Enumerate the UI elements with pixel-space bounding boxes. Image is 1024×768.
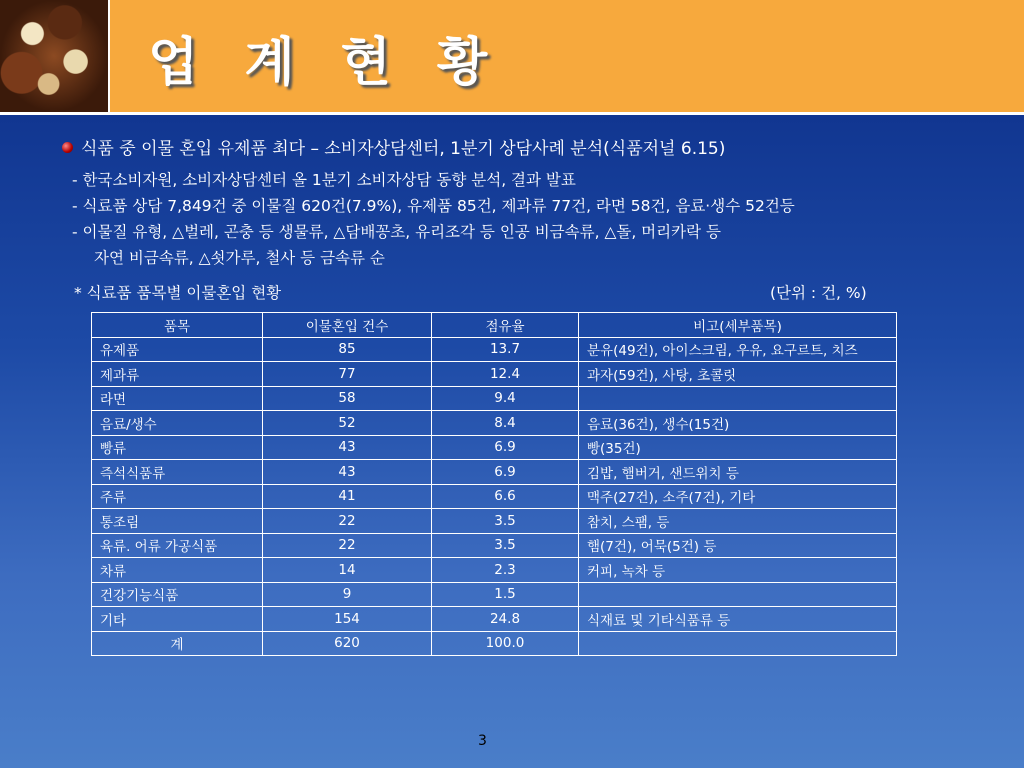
- table-cell: 6.9: [432, 435, 579, 460]
- unit-label: (단위 : 건, %): [770, 284, 867, 302]
- table-cell: 참치, 스팸, 등: [579, 509, 897, 534]
- table-cell: 8.4: [432, 411, 579, 436]
- header-cell: 비고(세부품목): [579, 313, 897, 338]
- table-cell: [579, 386, 897, 411]
- table-cell: 빵(35건): [579, 435, 897, 460]
- detail-line: - 한국소비자원, 소비자상담센터 올 1분기 소비자상담 동향 분석, 결과 발표: [72, 171, 576, 189]
- table-row: [92, 533, 897, 558]
- data-table: [91, 312, 897, 656]
- table-row: [92, 460, 897, 485]
- table-cell: [579, 582, 897, 607]
- table-cell: 58: [263, 386, 432, 411]
- table-row: [92, 386, 897, 411]
- table-cell: 77: [263, 362, 432, 387]
- table-cell: 커피, 녹차 등: [579, 558, 897, 583]
- table-cell: 22: [263, 509, 432, 534]
- header-cell: 점유율: [432, 313, 579, 338]
- table-cell: 24.8: [432, 607, 579, 632]
- table-row: [92, 337, 897, 362]
- table-cell: 9: [263, 582, 432, 607]
- table-cell: 1.5: [432, 582, 579, 607]
- table-cell: 주류: [92, 484, 263, 509]
- table-row: [92, 607, 897, 632]
- table-cell: 맥주(27건), 소주(7건), 기타: [579, 484, 897, 509]
- table-row: [92, 558, 897, 583]
- table-cell: 건강기능식품: [92, 582, 263, 607]
- table-cell: 12.4: [432, 362, 579, 387]
- table-cell: 음료/생수: [92, 411, 263, 436]
- table-total-row: [92, 631, 897, 656]
- table-cell: 22: [263, 533, 432, 558]
- detail-line: 자연 비금속류, △쇳가루, 철사 등 금속류 순: [94, 249, 385, 267]
- table-row: [92, 582, 897, 607]
- table-cell: 85: [263, 337, 432, 362]
- table-cell: 햄(7건), 어묵(5건) 등: [579, 533, 897, 558]
- table-row: [92, 435, 897, 460]
- headline: [62, 134, 725, 159]
- table-cell: 620: [263, 631, 432, 656]
- table-cell: 육류. 어류 가공식품: [92, 533, 263, 558]
- table-cell: 9.4: [432, 386, 579, 411]
- table-cell: 52: [263, 411, 432, 436]
- table-note: * 식료품 품목별 이물혼입 현황: [74, 284, 282, 302]
- table-cell: 43: [263, 460, 432, 485]
- table-cell: 유제품: [92, 337, 263, 362]
- table-cell: 13.7: [432, 337, 579, 362]
- table-cell: 3.5: [432, 533, 579, 558]
- table-cell: 154: [263, 607, 432, 632]
- table-cell: 100.0: [432, 631, 579, 656]
- table-row: [92, 509, 897, 534]
- table-row: [92, 362, 897, 387]
- table-row: [92, 411, 897, 436]
- table-cell: 음료(36건), 생수(15건): [579, 411, 897, 436]
- table-cell: 41: [263, 484, 432, 509]
- header-bar: [0, 0, 1024, 115]
- table-cell: [579, 631, 897, 656]
- table-cell: 14: [263, 558, 432, 583]
- table-cell: 빵류: [92, 435, 263, 460]
- table-body: [92, 337, 897, 656]
- table-cell: 제과류: [92, 362, 263, 387]
- table-cell: 계: [92, 631, 263, 656]
- table-cell: 6.6: [432, 484, 579, 509]
- table-header-row: [92, 313, 897, 338]
- table-cell: 2.3: [432, 558, 579, 583]
- table-cell: 43: [263, 435, 432, 460]
- detail-line: - 이물질 유형, △벌레, 곤충 등 생물류, △담배꽁초, 유리조각 등 인공 비금속류, △돌, 머리카락 등: [72, 223, 721, 241]
- header-cell: 품목: [92, 313, 263, 338]
- table-row: [92, 484, 897, 509]
- table-cell: 3.5: [432, 509, 579, 534]
- table-cell: 분유(49건), 아이스크림, 우유, 요구르트, 치즈: [579, 337, 897, 362]
- food-photo-image: [0, 0, 110, 112]
- page-number: 3: [478, 733, 487, 749]
- header-cell: 이물혼입 건수: [263, 313, 432, 338]
- table-cell: 식재료 및 기타식품류 등: [579, 607, 897, 632]
- table-cell: 라면: [92, 386, 263, 411]
- table-cell: 6.9: [432, 460, 579, 485]
- slide-title: 업 계 현 황: [148, 33, 502, 93]
- table-cell: 차류: [92, 558, 263, 583]
- table-cell: 과자(59건), 사탕, 초콜릿: [579, 362, 897, 387]
- detail-line: - 식료품 상담 7,849건 중 이물질 620건(7.9%), 유제품 85건, 제과류 77건, 라면 58건, 음료·생수 52건등: [72, 197, 795, 215]
- table-cell: 기타: [92, 607, 263, 632]
- headline-text: 식품 중 이물 혼입 유제품 최다 – 소비자상담센터, 1분기 상담사례 분석(식품저널 6.15): [81, 139, 726, 159]
- table-cell: 김밥, 햄버거, 샌드위치 등: [579, 460, 897, 485]
- table-cell: 통조림: [92, 509, 263, 534]
- bullet-icon: [62, 142, 73, 153]
- table-cell: 즉석식품류: [92, 460, 263, 485]
